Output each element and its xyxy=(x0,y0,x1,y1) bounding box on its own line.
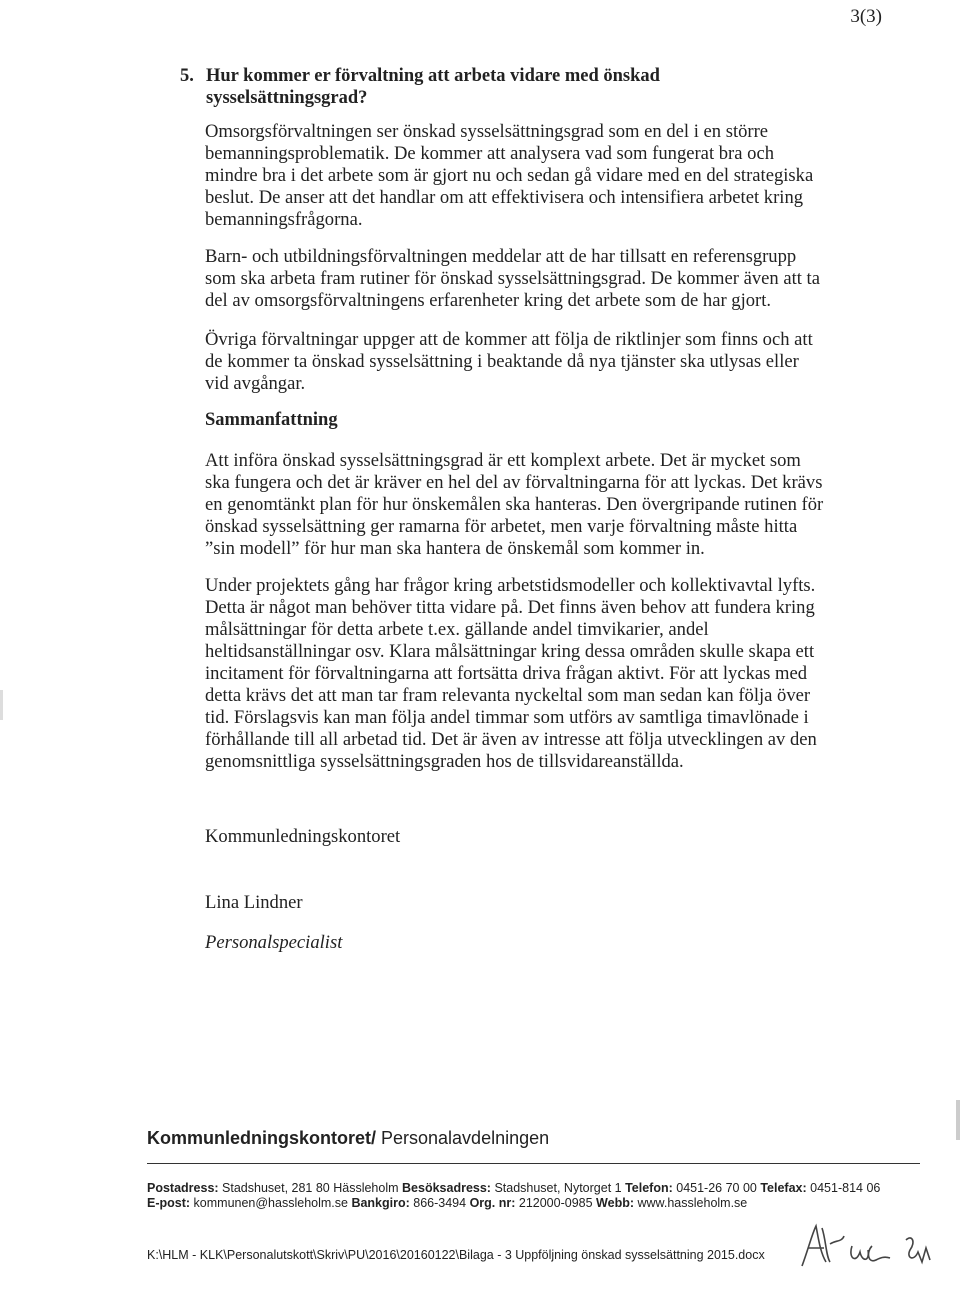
scan-edge-mark xyxy=(0,690,3,720)
paragraph-text: Under projektets gång har frågor kring arbetstidsmodeller och kollektivavtal lyfts. Detta är något man behöver titta vidare på. Det finns även behov att fundera kring målsättningar för detta arbete t.ex. gällande andel timvikarier, andel heltidsanställningar osv. Klara målsättningar kring dessa områden skulle skapa ett incitament för förvaltningarna att fortsätta driva frågan aktivt. För att lyckas med detta krävs det att man tar fram relevanta nyckeltal som man sedan kan följa över tid. Förslagsvis kan man följa andel timmar som utförs av samtliga timavlönade i förhållande till all arbetad tid. Det är även av intresse att följa utvecklingen av den genomsnittliga sysselsättningsgraden hos de tillsvidareanställda. xyxy=(205,575,817,772)
paragraph-text: Att införa önskad sysselsättningsgrad är ett komplext arbete. Det är mycket som ska fungera och det är kräver en hel del av förvaltningarna för att lyckas. Det krävs en genomtänkt plan för hur önskemålen ska hanteras. Den övergripande rutinen för önskad sysselsättning ger ramarna för arbetet, men varje förvaltning måste hitta ”sin modell” för hur man ska hantera de önskemål som kommer in. xyxy=(205,450,824,559)
paragraph-barn-utbildning xyxy=(205,246,825,312)
footer-value: 0451-26 70 00 xyxy=(672,1181,761,1195)
section-heading xyxy=(180,65,806,109)
summary-heading: Sammanfattning xyxy=(205,410,338,430)
footer-label: Telefon: xyxy=(625,1181,673,1195)
page-number: 3(3) xyxy=(850,6,882,27)
footer-label: E-post: xyxy=(147,1196,191,1210)
footer-label: Webb: xyxy=(596,1196,635,1210)
footer-divider xyxy=(147,1163,920,1164)
footer-value: 212000-0985 xyxy=(515,1196,597,1210)
footer-label: Telefax: xyxy=(760,1181,807,1195)
signature-name: Lina Lindner xyxy=(205,892,303,913)
footer-label: Bankgiro: xyxy=(351,1196,410,1210)
footer-department-office: Kommunledningskontoret/ xyxy=(147,1128,376,1148)
paragraph-text: Barn- och utbildningsförvaltningen meddelar att de har tillsatt en referensgrupp som ska arbeta fram rutiner för önskad sysselsättningsgrad. De kommer även att ta del av omsorgsförvaltningens erfarenheter kring det arbete som de har gjort. xyxy=(205,246,820,311)
footer-contact-line-1 xyxy=(147,1181,880,1195)
scan-edge-mark xyxy=(956,1100,960,1140)
summary-paragraph-2 xyxy=(205,575,825,773)
footer-contact-line-2 xyxy=(147,1196,747,1210)
footer-label: Postadress: xyxy=(147,1181,219,1195)
footer-value: www.hassleholm.se xyxy=(634,1196,748,1210)
footer-value: 866-3494 xyxy=(409,1196,470,1210)
signature-office: Kommunledningskontoret xyxy=(205,826,401,847)
signature-title: Personalspecialist xyxy=(205,932,343,953)
footer-department xyxy=(147,1128,549,1149)
paragraph-omsorg xyxy=(205,121,825,231)
paragraph-text: Omsorgsförvaltningen ser önskad sysselsättningsgrad som en del i en större bemanningsproblematik. De kommer att analysera vad som fungerat bra och mindre bra i det arbete som är gjort nu och sedan gå vidare med en del strategiska beslut. De anser att det handlar om att effektivisera och intensifiera arbetet kring bemanningsfrågorna. xyxy=(205,121,814,230)
footer-value: 0451-814 06 xyxy=(806,1181,881,1195)
paragraph-ovriga xyxy=(205,329,825,395)
handwritten-initials xyxy=(796,1222,936,1272)
footer-department-unit: Personalavdelningen xyxy=(376,1128,550,1148)
section-title: Hur kommer er förvaltning att arbeta vidare med önskad sysselsättningsgrad? xyxy=(206,66,660,108)
footer-value: kommunen@hassleholm.se xyxy=(190,1196,352,1210)
footer-file-path: K:\HLM - KLK\Personalutskott\Skriv\PU\2016\20160122\Bilaga - 3 Uppföljning önskad sysselsättning 2015.docx xyxy=(147,1248,765,1262)
footer-value: Stadshuset, Nytorget 1 xyxy=(490,1181,626,1195)
footer-label: Org. nr: xyxy=(469,1196,516,1210)
paragraph-text: Övriga förvaltningar uppger att de kommer att följa de riktlinjer som finns och att de kommer ta önskad sysselsättning i beaktande då nya tjänster ska utlysas eller vid avgångar. xyxy=(205,329,813,394)
section-number: 5. xyxy=(180,66,194,86)
footer-label: Besöksadress: xyxy=(402,1181,491,1195)
footer-value: Stadshuset, 281 80 Hässleholm xyxy=(218,1181,403,1195)
summary-paragraph-1 xyxy=(205,450,825,560)
